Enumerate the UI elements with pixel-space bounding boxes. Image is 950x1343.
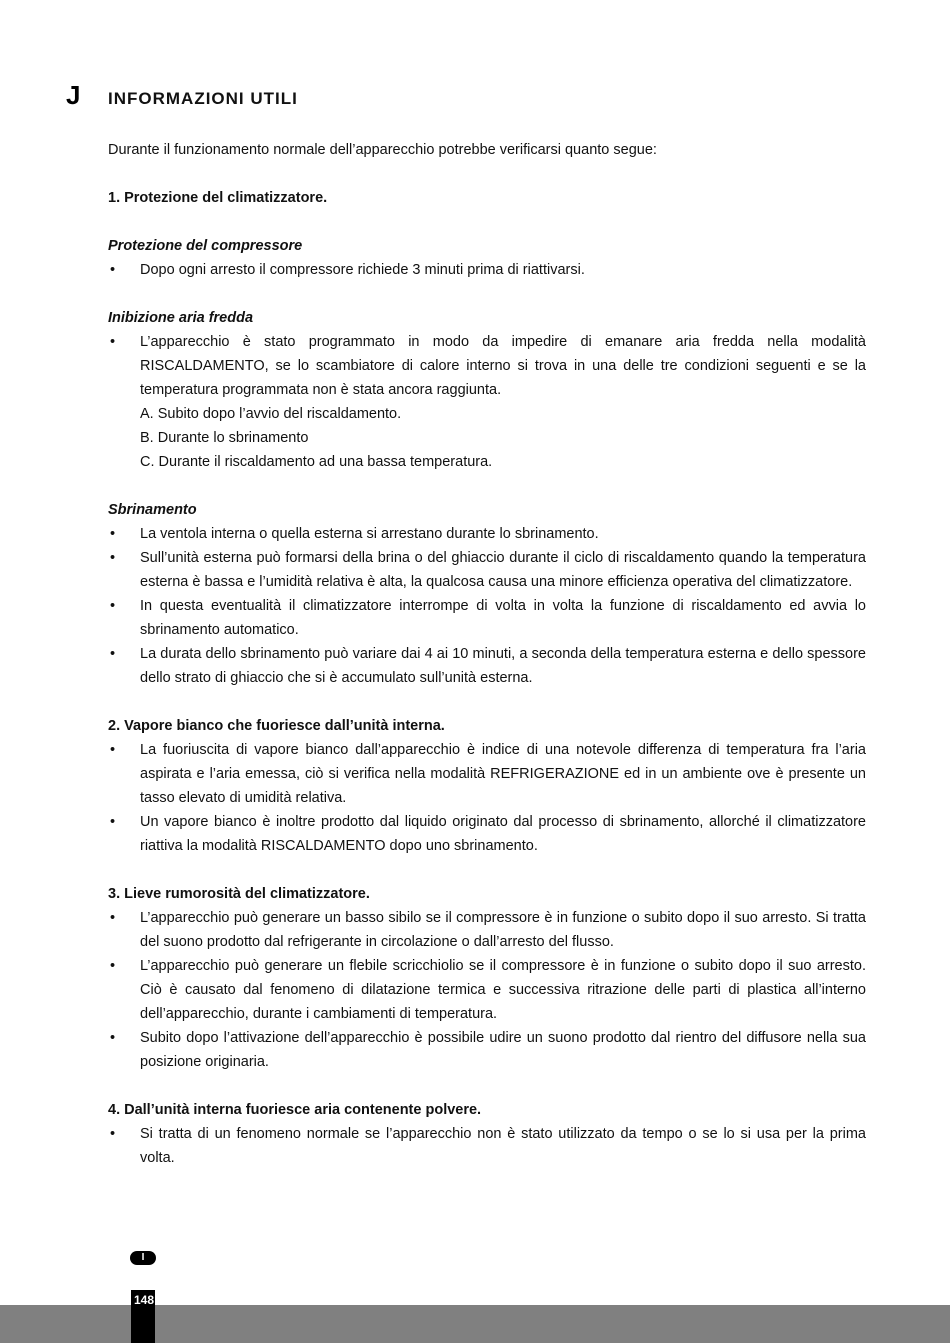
page-number: 148	[133, 1293, 155, 1307]
sub-item-c: C. Durante il riscaldamento ad una bassa temperatura.	[140, 454, 493, 470]
list-item: • Dopo ogni arresto il compressore richiede 3 minuti prima di riattivarsi.	[108, 258, 866, 282]
sub-item-a: A. Subito dopo l’avvio del riscaldamento.	[140, 406, 402, 422]
section-letter: J	[66, 80, 81, 110]
heading-4: 4. Dall’unità interna fuoriesce aria contenente polvere.	[108, 1102, 482, 1118]
list-item: • Si tratta di un fenomeno normale se l’apparecchio non è stato utilizzato da tempo o se lo si usa per la prima volta.	[108, 1122, 866, 1170]
section-title: INFORMAZIONI UTILI	[108, 89, 298, 108]
subheading-defrost: Sbrinamento	[108, 502, 197, 518]
subheading-cold-air: Inibizione aria fredda	[108, 310, 254, 326]
heading-3: 3. Lieve rumorosità del climatizzatore.	[108, 886, 370, 902]
document-body	[108, 138, 866, 1170]
list-item: • La fuoriuscita di vapore bianco dall’apparecchio è indice di una notevole differenza di temperatura fra l’aria aspirata e l’aria emessa, ciò si verifica nella modalità REFRIGERAZIONE ed in un ambiente ove è presente un tasso elevato di umidità relativa.	[108, 738, 866, 810]
sub-item-b: B. Durante lo sbrinamento	[140, 430, 309, 446]
list-item: • Sull’unità esterna può formarsi della brina o del ghiaccio durante il ciclo di riscaldamento quando la temperatura esterna è bassa e l’umidità relativa è alta, la qualcosa causa una minore efficienza operativa del climatizzatore.	[108, 546, 866, 594]
heading-2: 2. Vapore bianco che fuoriesce dall’unità interna.	[108, 718, 445, 734]
list-item: • L’apparecchio può generare un flebile scricchiolio se il compressore è in funzione o subito dopo il suo arresto. Ciò è causato dal fenomeno di dilatazione termica e successiva ritrazione delle parti di plastica all’interno dell’apparecchio, durante i cambiamenti di temperatura.	[108, 954, 866, 1026]
intro-text: Durante il funzionamento normale dell’apparecchio potrebbe verificarsi quanto segue:	[108, 142, 657, 158]
list-item: • Un vapore bianco è inoltre prodotto dal liquido originato dal processo di sbrinamento, allorché il climatizzatore riattiva la modalità RISCALDAMENTO dopo uno sbrinamento.	[108, 810, 866, 858]
list-item: • In questa eventualità il climatizzatore interrompe di volta in volta la funzione di riscaldamento ed avvia lo sbrinamento automatico.	[108, 594, 866, 642]
list-item: • La durata dello sbrinamento può variare dai 4 ai 10 minuti, a seconda della temperatura esterna e dello spessore dello strato di ghiaccio che si è accumulato sull’unità esterna.	[108, 642, 866, 690]
language-badge: I	[130, 1251, 156, 1265]
heading-1: 1. Protezione del climatizzatore.	[108, 190, 328, 206]
subheading-compressor: Protezione del compressore	[108, 238, 303, 254]
list-item: • La ventola interna o quella esterna si arrestano durante lo sbrinamento.	[108, 522, 866, 546]
list-item: • L’apparecchio può generare un basso sibilo se il compressore è in funzione o subito dopo il suo arresto. Si tratta del suono prodotto dal refrigerante in circolazione o dall’arresto del flusso.	[108, 906, 866, 954]
list-item: • L’apparecchio è stato programmato in modo da impedire di emanare aria fredda nella modalità RISCALDAMENTO, se lo scambiatore di calore interno si trova in una delle tre condizioni seguenti e se la temperatura programmata non è stata ancora raggiunta.	[108, 330, 866, 402]
list-item: • Subito dopo l’attivazione dell’apparecchio è possibile udire un suono prodotto dal rientro del diffusore nella sua posizione originaria.	[108, 1026, 866, 1074]
